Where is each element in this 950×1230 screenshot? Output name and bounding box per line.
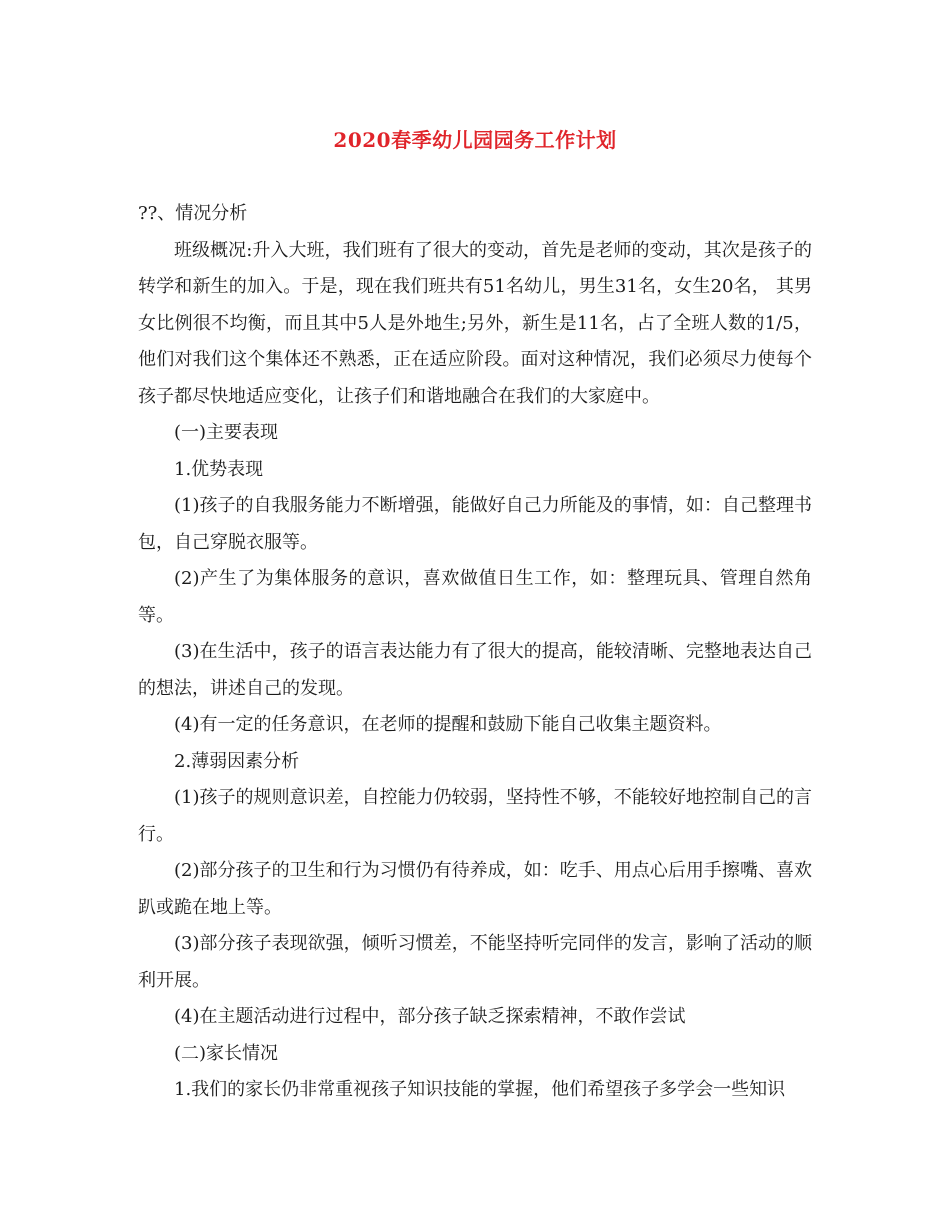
subheading-strengths: 1.优势表现: [174, 458, 264, 480]
paragraph-parents-1: 1.我们的家长仍非常重视孩子知识技能的掌握，他们希望孩子多学会一些知识: [174, 1079, 786, 1100]
paragraph-strength-4: (4)有一定的任务意识，在老师的提醒和鼓励下能自己收集主题资料。: [174, 714, 722, 735]
document-body: [138, 196, 812, 1109]
paragraph-weakness-1: (1)孩子的规则意识差，自控能力仍较弱，坚持性不够，不能较好地控制自己的言行。: [138, 787, 812, 845]
paragraph-strength-3: (3)在生活中，孩子的语言表达能力有了很大的提高，能较清晰、完整地表达自己的想法，讲述自己的发现。: [138, 641, 812, 699]
section-heading-situation-analysis: ??、情况分析: [138, 203, 248, 224]
paragraph-weakness-3: (3)部分孩子表现欲强，倾听习惯差，不能坚持听完同伴的发言，影响了活动的顺利开展。: [138, 933, 812, 991]
paragraph-strength-1: (1)孩子的自我服务能力不断增强，能做好自己力所能及的事情，如：自己整理书包，自己穿脱衣服等。: [138, 495, 812, 553]
subheading-main-performance: (一)主要表现: [174, 422, 279, 443]
paragraph-weakness-4: (4)在主题活动进行过程中，部分孩子缺乏探索精神，不敢作尝试: [174, 1006, 686, 1027]
paragraph-weakness-2: (2)部分孩子的卫生和行为习惯仍有待养成，如：吃手、用点心后用手擦嘴、喜欢趴或跪在地上等。: [138, 860, 812, 918]
subheading-weaknesses: 2.薄弱因素分析: [174, 750, 300, 772]
subheading-parents: (二)家长情况: [174, 1042, 279, 1064]
paragraph-class-overview: 班级概况:升入大班，我们班有了很大的变动，首先是老师的变动，其次是孩子的转学和新生的加入。于是，现在我们班共有51名幼儿，男生31名，女生20名， 其男女比例很不均衡，而且其中5人是外地生;另外，新生是11名，占了全班人数的1/5，他们对我们这个集体还不熟悉，正在适应阶段。面对这种情况，我们必须尽力使每个孩子都尽快地适应变化，让孩子们和谐地融合在我们的大家庭中。: [138, 239, 812, 407]
document-title: 2020春季幼儿园园务工作计划: [333, 128, 617, 152]
paragraph-strength-2: (2)产生了为集体服务的意识，喜欢做值日生工作，如：整理玩具、管理自然角等。: [138, 568, 812, 626]
